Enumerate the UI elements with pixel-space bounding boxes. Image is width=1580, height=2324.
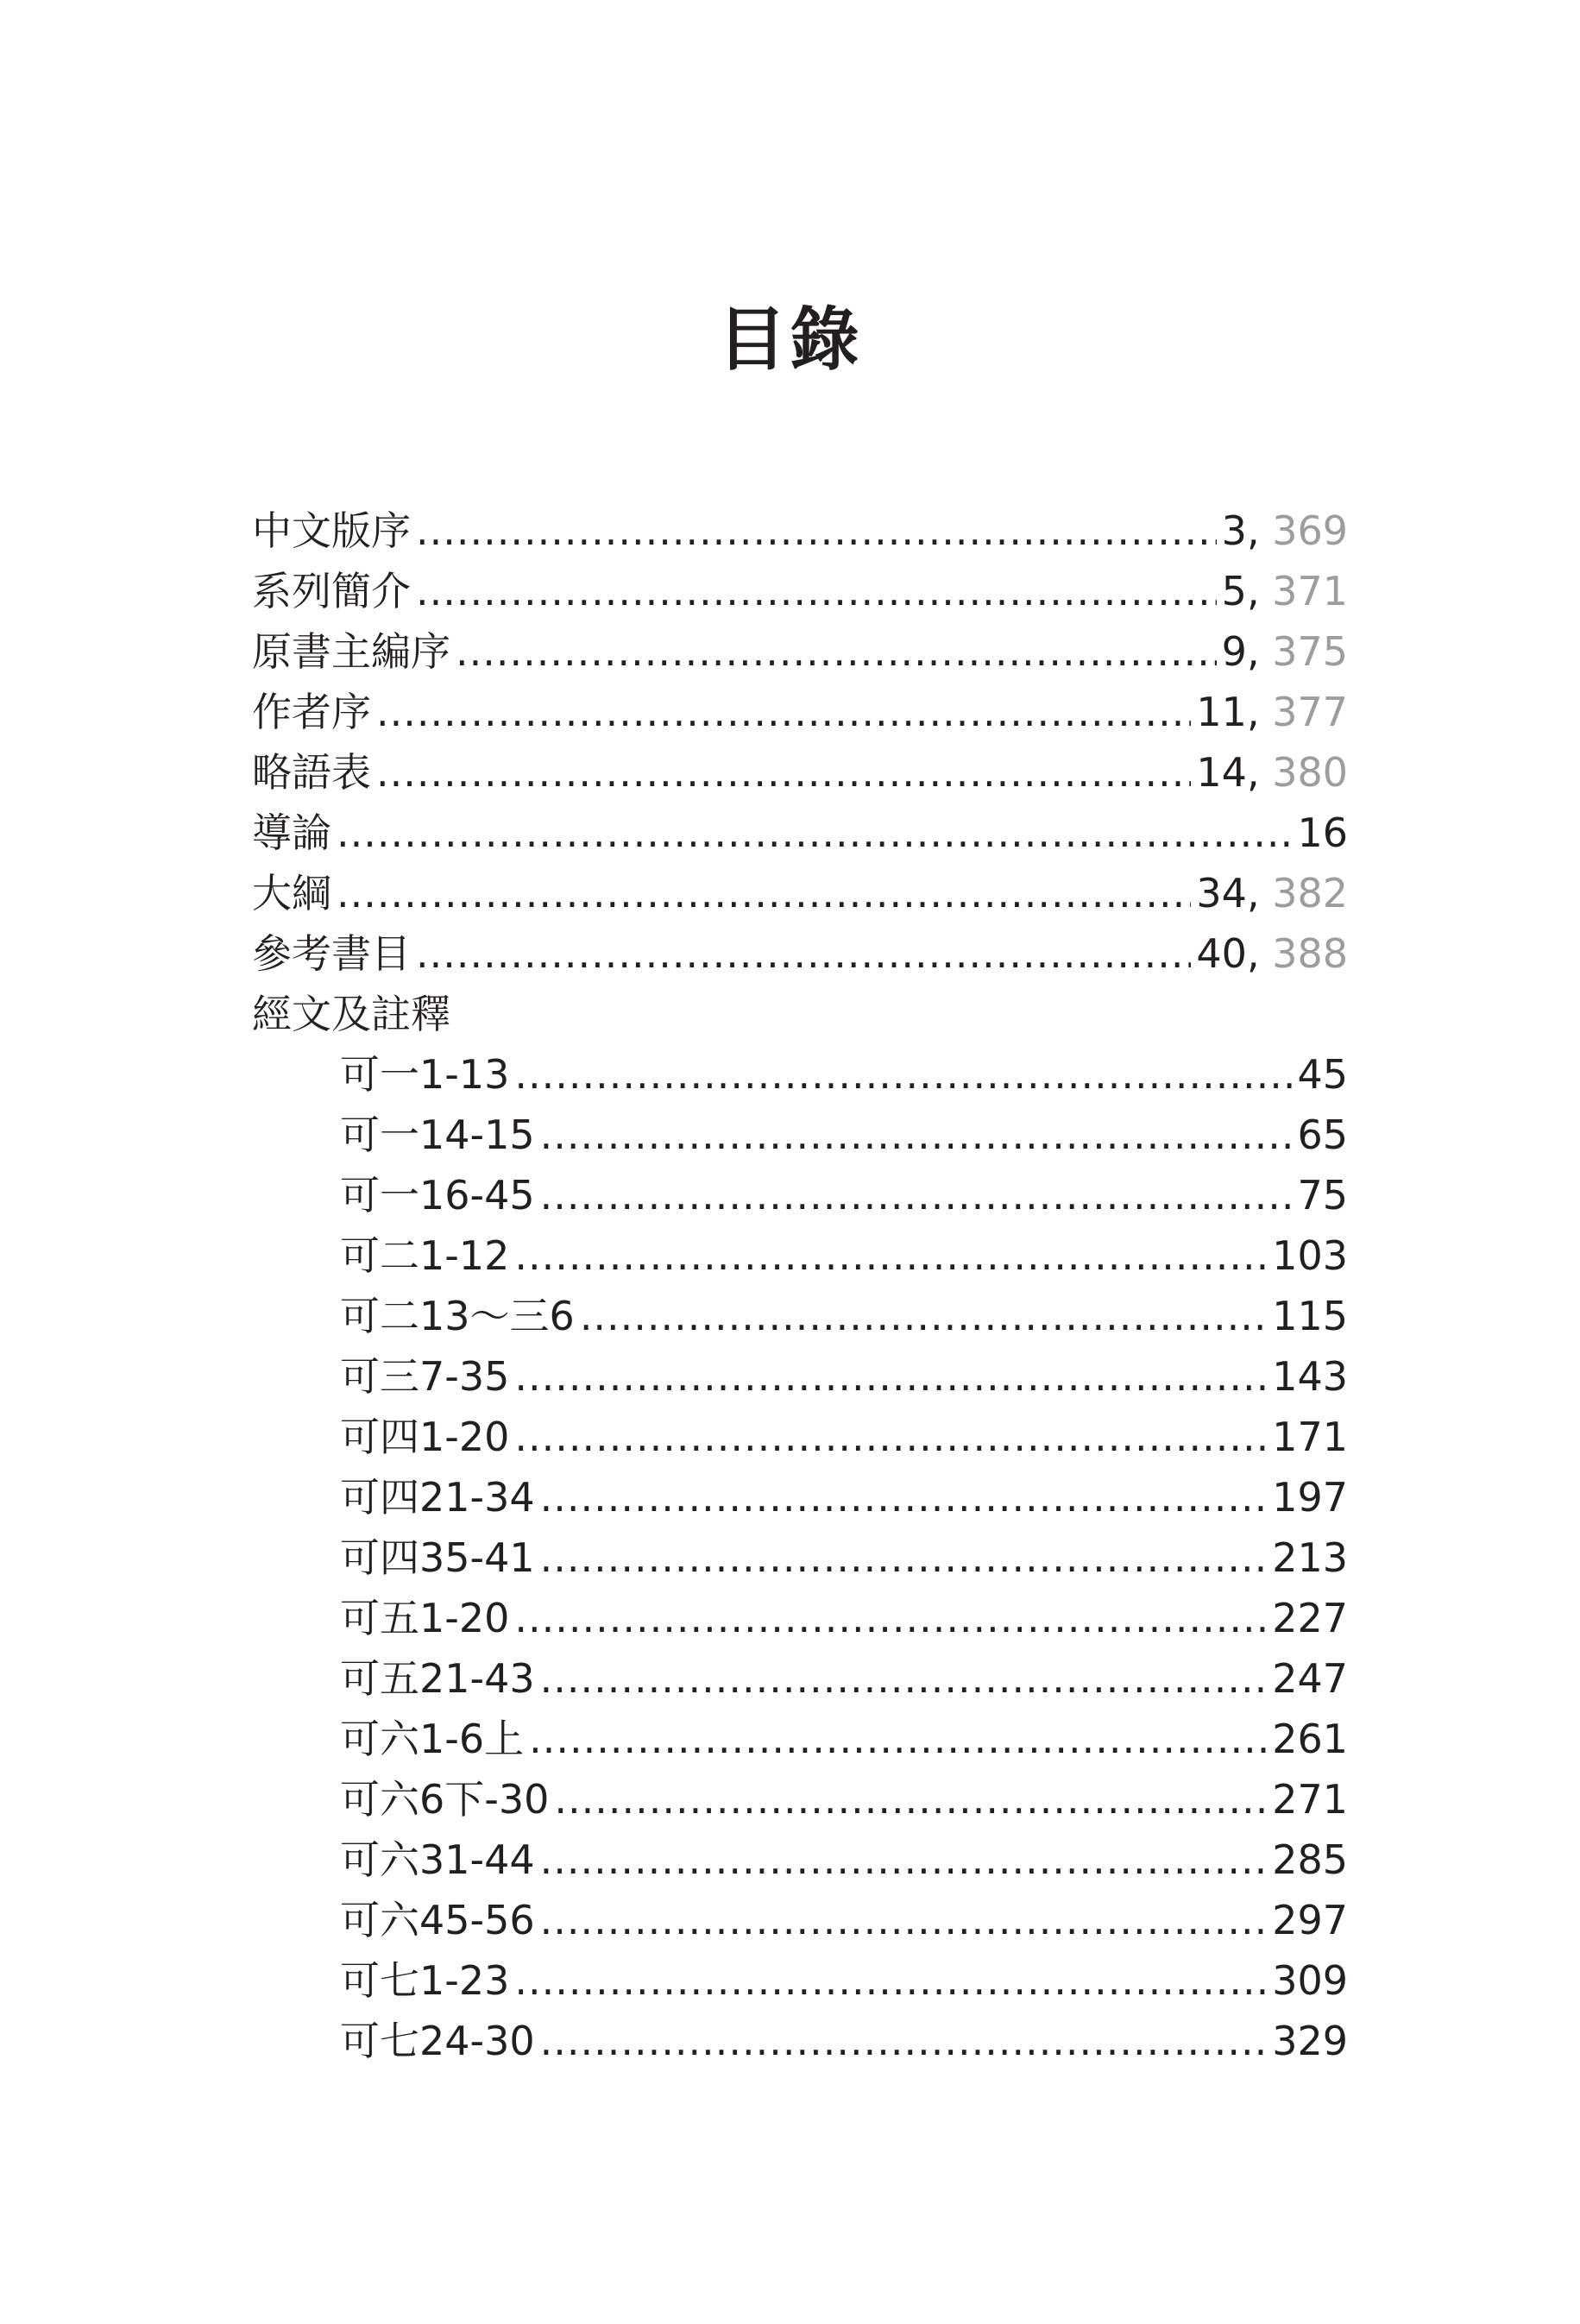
page-separator: , (1246, 628, 1273, 675)
page-number: 3 (1221, 507, 1247, 554)
toc-entry-label: 可六6下-30 (340, 1776, 550, 1823)
toc-page-numbers (1196, 923, 1348, 984)
toc-page-numbers (1297, 1044, 1348, 1105)
secondary-page-number: 369 (1272, 507, 1348, 554)
dot-leader (376, 682, 1191, 742)
toc-page-numbers (1272, 1286, 1348, 1346)
toc-entry-label: 可一1-13 (340, 1051, 510, 1098)
toc-entry-label: 可七24-30 (340, 2018, 535, 2064)
page-number: 143 (1272, 1353, 1348, 1400)
toc-page-numbers (1297, 803, 1348, 863)
page-number: 247 (1272, 1655, 1348, 1702)
page-number: 103 (1272, 1232, 1348, 1279)
toc-page-numbers (1272, 1648, 1348, 1709)
page-number: 9 (1221, 628, 1247, 675)
dot-leader (529, 1709, 1267, 1769)
toc-entry (252, 742, 1348, 803)
toc-entry-label: 原書主編序 (252, 628, 450, 675)
toc-entry-label: 可四21-34 (340, 1474, 535, 1521)
toc-subentry (252, 1346, 1348, 1407)
page-number: 213 (1272, 1534, 1348, 1581)
toc-subentry (252, 1588, 1348, 1648)
toc-entry-label: 可一14-15 (340, 1112, 535, 1158)
toc-entry-label: 可五1-20 (340, 1595, 510, 1641)
toc-entry (252, 682, 1348, 742)
dot-leader (337, 803, 1292, 863)
page-number: 309 (1272, 1957, 1348, 2004)
page-number: 75 (1297, 1172, 1348, 1219)
toc-entry (252, 923, 1348, 984)
page-number: 16 (1297, 809, 1348, 856)
dot-leader (554, 1769, 1267, 1830)
toc-page-numbers (1272, 1830, 1348, 1890)
dot-leader (540, 1648, 1268, 1709)
secondary-page-number: 382 (1272, 870, 1348, 916)
dot-leader (376, 742, 1191, 803)
dot-leader (514, 1950, 1267, 2011)
dot-leader (514, 1346, 1267, 1407)
toc-entry (252, 561, 1348, 621)
page-separator: , (1246, 568, 1273, 614)
toc-subentry (252, 1165, 1348, 1225)
toc-page-numbers (1272, 1709, 1348, 1769)
toc-entry-label: 可七1-23 (340, 1957, 510, 2004)
toc-subentry (252, 1044, 1348, 1105)
dot-leader (337, 863, 1191, 923)
secondary-page-number: 377 (1272, 689, 1348, 735)
toc-entry-label: 略語表 (252, 749, 371, 796)
toc-entry-label: 系列簡介 (252, 568, 411, 614)
toc-entry-label: 大綱 (252, 870, 331, 916)
toc-subentry (252, 1648, 1348, 1709)
page-number: 261 (1272, 1716, 1348, 1762)
toc-entry-label: 可三7-35 (340, 1353, 510, 1400)
toc-subentry (252, 1105, 1348, 1165)
toc-entry-label: 參考書目 (252, 930, 411, 977)
toc-entry-label: 可四1-20 (340, 1414, 510, 1460)
toc-subentry (252, 1950, 1348, 2011)
toc-entry (252, 621, 1348, 682)
dot-leader (514, 1225, 1267, 1286)
toc-page-numbers (1272, 1527, 1348, 1588)
secondary-page-number: 388 (1272, 930, 1348, 977)
toc-page-numbers (1272, 1588, 1348, 1648)
page-title: 目錄 (717, 299, 863, 380)
toc-page-numbers (1196, 682, 1348, 742)
page-separator: , (1246, 870, 1273, 916)
secondary-page-number: 371 (1272, 568, 1348, 614)
dot-leader (416, 561, 1217, 621)
page-number: 115 (1272, 1293, 1348, 1339)
page-number: 14 (1196, 749, 1247, 796)
toc-entry-label: 可四35-41 (340, 1534, 535, 1581)
dot-leader (580, 1286, 1267, 1346)
toc-entry-label: 作者序 (252, 689, 371, 735)
page-number: 297 (1272, 1897, 1348, 1943)
page-number: 285 (1272, 1836, 1348, 1883)
toc-entry-label: 可六45-56 (340, 1897, 535, 1943)
table-of-contents (252, 501, 1348, 2071)
toc-page-numbers (1297, 1105, 1348, 1165)
dot-leader (540, 1165, 1293, 1225)
dot-leader (540, 1467, 1268, 1527)
toc-entry-label: 經文及註釋 (252, 991, 450, 1037)
toc-entry-label: 導論 (252, 809, 331, 856)
toc-page-numbers (1272, 1890, 1348, 1950)
toc-subentry (252, 1407, 1348, 1467)
toc-entry-label: 可六1-6上 (340, 1716, 525, 1762)
toc-entry (252, 803, 1348, 863)
toc-page-numbers (1297, 1165, 1348, 1225)
page-separator: , (1246, 749, 1273, 796)
page-number: 65 (1297, 1112, 1348, 1158)
toc-page-numbers (1272, 1407, 1348, 1467)
page-number: 227 (1272, 1595, 1348, 1641)
toc-subentry (252, 1890, 1348, 1950)
toc-page-numbers (1272, 1346, 1348, 1407)
page-separator: , (1246, 507, 1273, 554)
page-number: 11 (1196, 689, 1247, 735)
toc-page-numbers (1272, 2011, 1348, 2071)
page-separator: , (1246, 930, 1273, 977)
page-number: 329 (1272, 2018, 1348, 2064)
page-number: 197 (1272, 1474, 1348, 1521)
page-number: 45 (1297, 1051, 1348, 1098)
toc-subentry (252, 1467, 1348, 1527)
toc-page-numbers (1196, 742, 1348, 803)
dot-leader (416, 923, 1191, 984)
dot-leader (540, 1105, 1293, 1165)
toc-subentry (252, 1830, 1348, 1890)
dot-leader (416, 501, 1217, 561)
toc-entry-label: 可六31-44 (340, 1836, 535, 1883)
secondary-page-number: 380 (1272, 749, 1348, 796)
page-number: 34 (1196, 870, 1247, 916)
dot-leader (514, 1407, 1267, 1467)
dot-leader (540, 1527, 1268, 1588)
toc-entry (252, 984, 1348, 1044)
toc-entry-label: 可五21-43 (340, 1655, 535, 1702)
page-number: 40 (1196, 930, 1247, 977)
toc-page-numbers (1222, 561, 1348, 621)
page-separator: , (1246, 689, 1273, 735)
toc-subentry (252, 1527, 1348, 1588)
toc-entry-label: 可一16-45 (340, 1172, 535, 1219)
dot-leader (540, 1890, 1268, 1950)
secondary-page-number: 375 (1272, 628, 1348, 675)
toc-entry (252, 863, 1348, 923)
toc-page-numbers (1196, 863, 1348, 923)
toc-page-numbers (1272, 1467, 1348, 1527)
toc-subentry (252, 1286, 1348, 1346)
dot-leader (456, 621, 1217, 682)
toc-page-numbers (1272, 1950, 1348, 2011)
toc-entry-label: 可二13～三6 (340, 1293, 575, 1339)
toc-page-numbers (1222, 501, 1348, 561)
dot-leader (540, 1830, 1268, 1890)
toc-page-numbers (1272, 1225, 1348, 1286)
page-number: 5 (1221, 568, 1247, 614)
page-number: 271 (1272, 1776, 1348, 1823)
toc-page-numbers (1222, 621, 1348, 682)
toc-subentry (252, 1225, 1348, 1286)
toc-entry-label: 中文版序 (252, 507, 411, 554)
toc-entry-label: 可二1-12 (340, 1232, 510, 1279)
toc-subentry (252, 2011, 1348, 2071)
page-number: 171 (1272, 1414, 1348, 1460)
dot-leader (514, 1044, 1292, 1105)
toc-page-numbers (1272, 1769, 1348, 1830)
toc-subentry (252, 1709, 1348, 1769)
toc-subentry (252, 1769, 1348, 1830)
toc-entry (252, 501, 1348, 561)
dot-leader (540, 2011, 1268, 2071)
dot-leader (514, 1588, 1267, 1648)
